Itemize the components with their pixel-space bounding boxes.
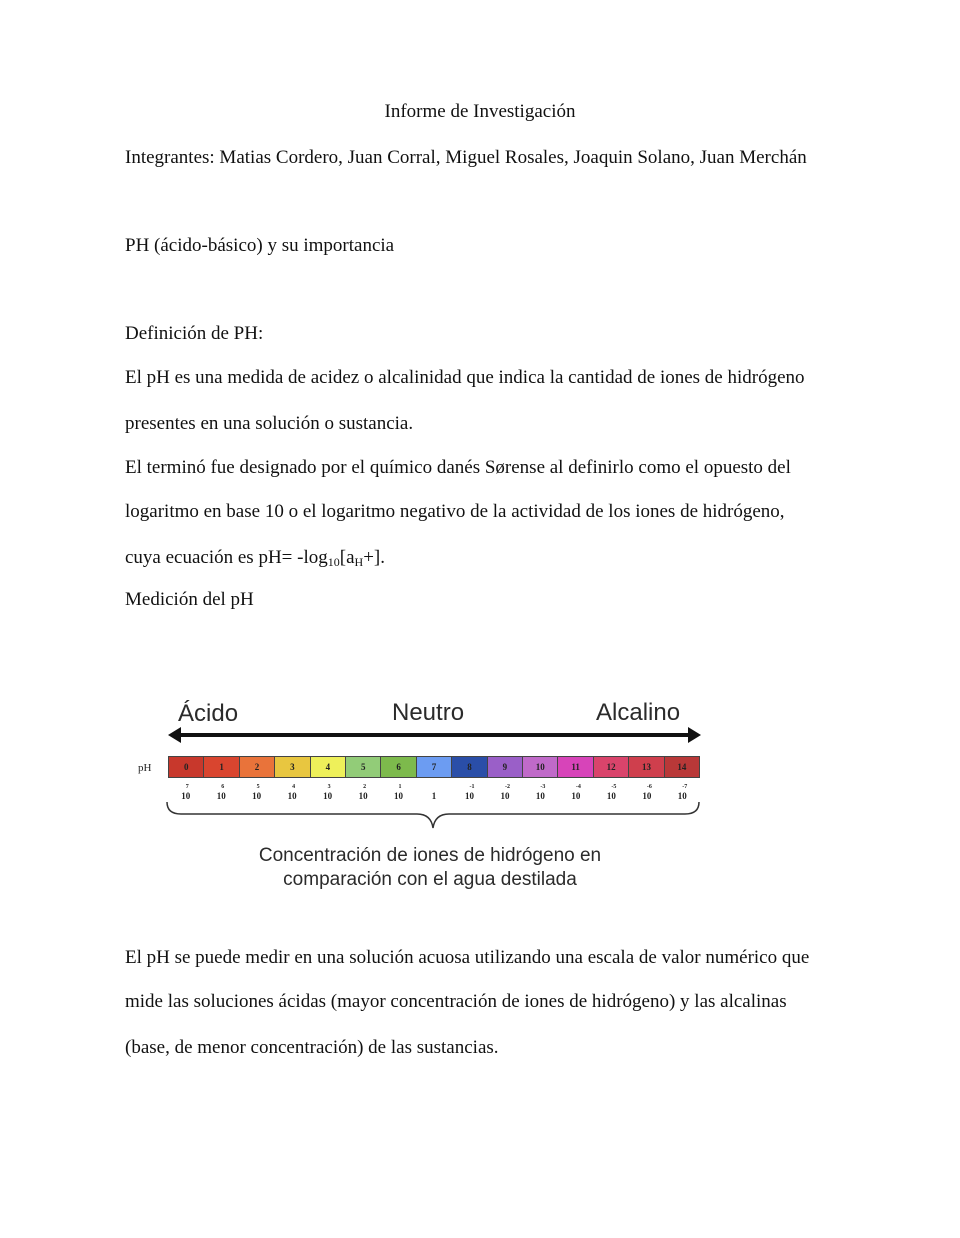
power-base: 10 [500, 791, 510, 801]
power-exponent: -3 [540, 784, 546, 790]
ph-scale-figure [125, 688, 725, 903]
ph-cell-7: 7 [417, 757, 452, 777]
power-exponent: 3 [327, 784, 331, 790]
ph-color-scale [168, 756, 700, 778]
power-exponent: 4 [292, 784, 296, 790]
paragraph-1-line-1: El pH es una medida de acidez o alcalinidad que indica la cantidad de iones de hidrógeno [125, 367, 805, 388]
ph-cell-10: 10 [523, 757, 558, 777]
power-base: 10 [571, 791, 581, 801]
arrow-right-icon [688, 727, 701, 743]
ph-axis-label: pH [138, 762, 152, 774]
power-base: 10 [606, 791, 616, 801]
ph-cell-13: 13 [629, 757, 664, 777]
paragraph-3-line-1: El pH se puede medir en una solución acuosa utilizando una escala de valor numérico que [125, 947, 810, 968]
power-base: 10 [181, 791, 191, 801]
ph-cell-4: 4 [311, 757, 346, 777]
ph-cell-8: 8 [452, 757, 487, 777]
power-base: 10 [323, 791, 333, 801]
alkaline-label: Alcalino [596, 699, 681, 726]
power-exponent: -4 [575, 784, 581, 790]
power-base: 10 [358, 791, 368, 801]
ph-cell-11: 11 [558, 757, 593, 777]
paragraph-3-line-2: mide las soluciones ácidas (mayor concentración de iones de hidrógeno) y las alcalinas [125, 991, 787, 1012]
paragraph-2-line-1: El terminó fue designado por el químico danés Sørense al definirlo como el opuesto del [125, 457, 791, 478]
power-exponent: -7 [682, 784, 688, 790]
ph-cell-12: 12 [594, 757, 629, 777]
power-base: 10 [642, 791, 652, 801]
power-exponent: -2 [504, 784, 510, 790]
paragraph-1-line-2: presentes en una solución o sustancia. [125, 413, 414, 434]
power-base: 10 [464, 791, 474, 801]
power-exponent: 7 [185, 784, 189, 790]
ph-cell-0: 0 [169, 757, 204, 777]
ph-cell-14: 14 [665, 757, 699, 777]
curly-brace-icon [165, 800, 701, 836]
power-exponent: -6 [646, 784, 652, 790]
ph-cell-9: 9 [488, 757, 523, 777]
equation-suffix: +]. [363, 547, 385, 568]
caption-line-1: Concentración de iones de hidrógeno en [258, 845, 602, 866]
power-base: 10 [216, 791, 226, 801]
power-base: 10 [394, 791, 404, 801]
ph-cell-6: 6 [381, 757, 416, 777]
ph-cell-1: 1 [204, 757, 239, 777]
power-base: 10 [677, 791, 687, 801]
power-exponent: 5 [256, 784, 260, 790]
log-base-subscript: 10 [327, 555, 340, 569]
acid-label: Ácido [178, 700, 239, 727]
paragraph-3-line-3: (base, de menor concentración) de las sustancias. [125, 1037, 499, 1058]
caption-line-2: comparación con el agua destilada [283, 869, 577, 890]
equation-mid: [a [339, 547, 355, 568]
power-base: 1 [431, 791, 437, 801]
ph-cell-2: 2 [240, 757, 275, 777]
definition-heading: Definición de PH: [125, 323, 264, 344]
power-base: 10 [535, 791, 545, 801]
ph-cell-3: 3 [275, 757, 310, 777]
measurement-heading: Medición del pH [125, 589, 254, 610]
activity-subscript: H [354, 555, 364, 569]
section-title: PH (ácido-básico) y su importancia [125, 235, 395, 256]
power-base: 10 [287, 791, 297, 801]
double-arrow-line [177, 733, 691, 737]
power-exponent: -1 [469, 784, 475, 790]
power-exponent: 2 [363, 784, 367, 790]
power-base: 10 [252, 791, 262, 801]
neutral-label: Neutro [392, 699, 465, 726]
paragraph-2-line-3 [125, 546, 385, 570]
paragraph-2-line-2: logaritmo en base 10 o el logaritmo negativo de la actividad de los iones de hidrógeno, [125, 501, 785, 522]
ph-cell-5: 5 [346, 757, 381, 777]
document-title: Informe de Investigación [384, 101, 576, 122]
power-exponent: 6 [221, 784, 225, 790]
power-exponent: 1 [398, 784, 402, 790]
members-line: Integrantes: Matias Cordero, Juan Corral, Miguel Rosales, Joaquin Solano, Juan Merchán [125, 147, 807, 168]
power-exponent: -5 [611, 784, 617, 790]
equation-prefix: cuya ecuación es pH= -log [125, 547, 328, 568]
